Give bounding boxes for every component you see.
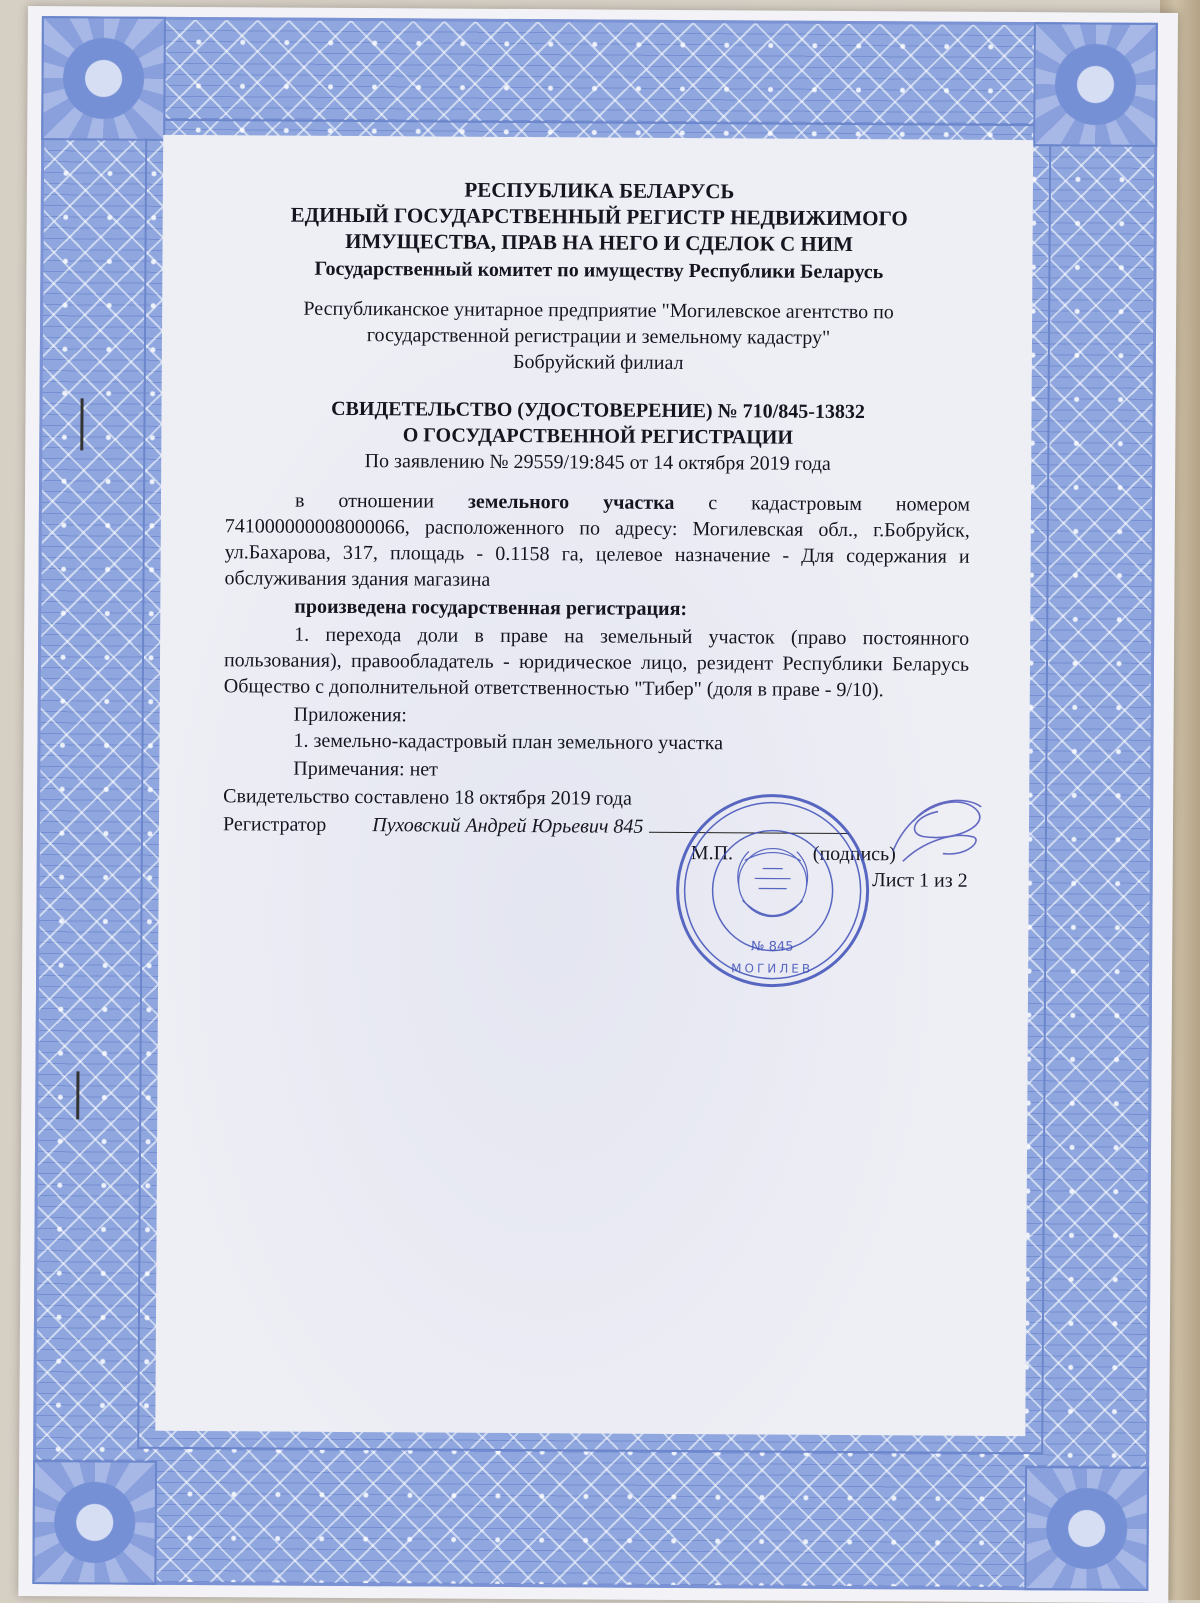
issue-date-line: Свидетельство составлено 18 октября 2019 года <box>223 785 632 810</box>
official-seal-stamp <box>672 790 873 991</box>
margin-mark <box>76 1071 79 1119</box>
seal-city: МОГИЛЕВ <box>731 961 814 976</box>
corner-ornament <box>1033 22 1158 147</box>
notes-line: Примечания: нет <box>293 757 439 781</box>
margin-mark <box>80 398 83 450</box>
document-content <box>223 175 972 894</box>
registrar-label: Регистратор <box>222 813 327 836</box>
agency-line2: государственной регистрации и земельному кадастру" <box>366 324 831 349</box>
application-reference: По заявлению № 29559/19:845 от 14 октября 2019 года <box>364 450 831 475</box>
registry-heading-line2: ИМУЩЕСТВА, ПРАВ НА НЕГО И СДЕЛОК С НИМ <box>345 228 854 257</box>
attachment-item-1: 1. земельно-кадастровый план земельного участка <box>293 729 724 755</box>
certificate-sheet <box>18 6 1178 1603</box>
seal-place-label: М.П. <box>690 842 734 865</box>
sheet-number: Лист 1 из 2 <box>872 869 968 892</box>
subject-object: земельного участка <box>467 490 675 514</box>
corner-ornament <box>41 16 166 141</box>
country-heading: РЕСПУБЛИКА БЕЛАРУСЬ <box>464 177 735 204</box>
attachments-label: Приложения: <box>293 703 407 727</box>
corner-ornament <box>1024 1466 1149 1591</box>
certificate-title-line2: О ГОСУДАРСТВЕННОЙ РЕГИСТРАЦИИ <box>402 424 794 449</box>
registry-heading-line1: ЕДИНЫЙ ГОСУДАРСТВЕННЫЙ РЕГИСТР НЕДВИЖИМОГО <box>290 202 908 231</box>
handwritten-signature <box>883 781 994 892</box>
registration-item-1: 1. перехода доли в праве на земельный участок (право постоянного пользования), правообладатель - юридическое лицо, резидент Республики Беларусь Общество с дополнительной ответственностью "Тибер" (доля в праве - 9/10). <box>223 623 970 702</box>
signature-caption: (подпись) <box>812 842 896 866</box>
committee-heading: Государственный комитет по имуществу Республики Беларусь <box>314 257 884 284</box>
seal-number: № 845 <box>750 939 794 955</box>
registration-statement: произведена государственная регистрация: <box>294 595 688 621</box>
certificate-title-line1: СВИДЕТЕЛЬСТВО (УДОСТОВЕРЕНИЕ) № 710/845-13832 <box>331 397 865 424</box>
corner-ornament <box>32 1460 157 1585</box>
subject-prefix: в отношении <box>294 489 468 513</box>
registrar-name: Пуховский Андрей Юрьевич 845 <box>372 814 644 838</box>
branch-name: Бобруйский филиал <box>513 350 684 375</box>
agency-line1: Республиканское унитарное предприятие "Могилевское агентство по <box>303 297 894 324</box>
subject-paragraph <box>224 487 970 596</box>
subject-details: с кадастровым номером 741000000008000066, расположенного по адресу: Могилевская обл., г.Бобруйск, ул.Бахарова, 317, площадь - 0.1158 га, целевое назначение - Для содержания и обслуживания здания магазина <box>224 491 971 591</box>
